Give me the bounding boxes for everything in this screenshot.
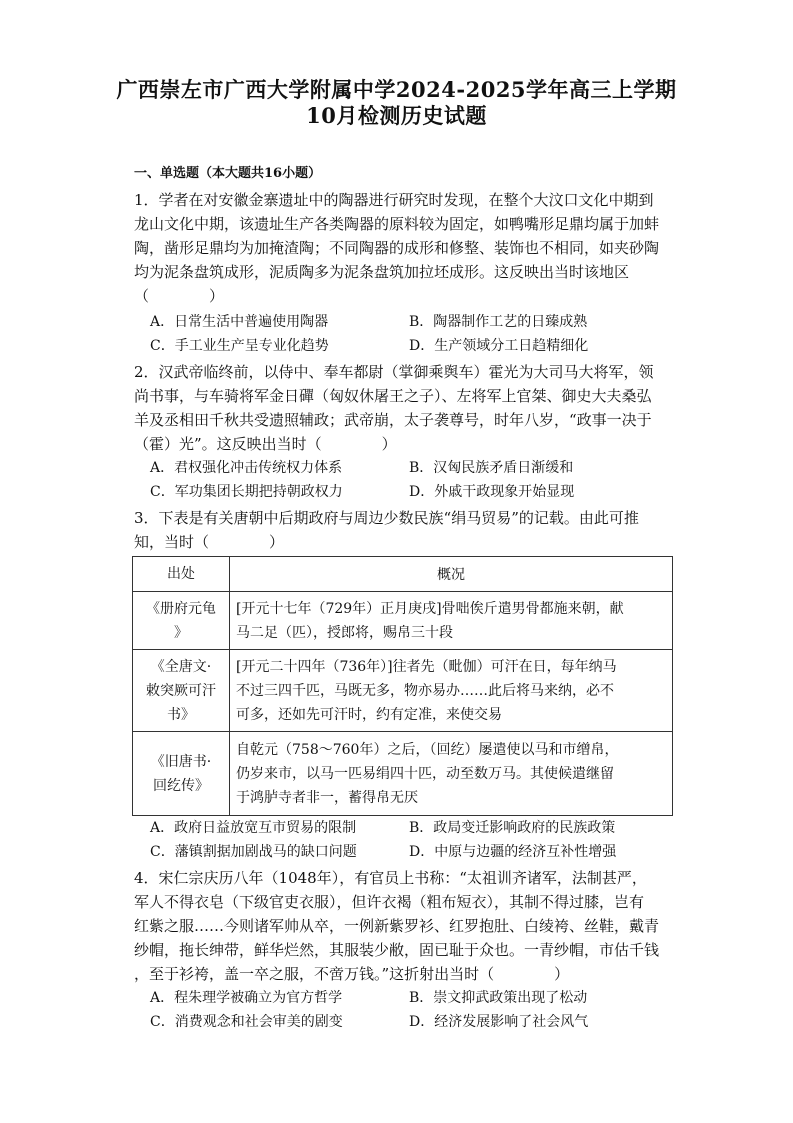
content-text: 自乾元（758～760年）之后，（回纥）屡遣使以马和市缯帛， xyxy=(236,741,619,758)
content-text: 不过三四千匹，马既无多，物亦易办……此后将马来纳，必不 xyxy=(236,682,614,699)
content-text: 于鸿胪寺者非一，蓄得帛无厌 xyxy=(236,789,418,806)
option-a[interactable]: A．日常生活中普遍使用陶器 xyxy=(150,314,329,330)
content-text: 马二足（匹），授郎将，赐帛三十段 xyxy=(236,624,453,641)
option-c[interactable]: C．军功集团长期把持朝政权力 xyxy=(150,484,343,500)
option-d[interactable]: D．经济发展影响了社会风气 xyxy=(409,1014,589,1030)
content-cell xyxy=(230,650,673,732)
content-cell xyxy=(230,732,673,816)
question-text-line: 2．汉武帝临终前，以侍中、奉车都尉（掌御乘舆车）霍光为大司马大将军，领 xyxy=(134,363,654,381)
question-text-line: 纱帽，拖长绅带，鲜华烂然，其服装少敝，固已耻于众也。一青纱帽，市估千钱 xyxy=(134,941,660,959)
answer-blank: （ ） xyxy=(134,287,225,305)
question-text-line: 知，当时（ ） xyxy=(134,533,285,551)
table-row xyxy=(133,650,673,732)
question-text-line: 龙山文化中期，该遗址生产各类陶器的原料较为固定，如鸭嘴形足鼎均属于加蚌 xyxy=(134,215,660,233)
question-text-line: 红紫之服……今则诸军帅从卒，一例新紫罗衫、红罗抱肚、白绫袴、丝鞋，戴青 xyxy=(134,917,660,935)
source-text: 《全唐文· xyxy=(150,658,212,675)
option-a[interactable]: A．君权强化冲击传统权力体系 xyxy=(150,460,343,476)
source-text: 《册府元龟 xyxy=(146,600,216,617)
source-text: 《旧唐书· xyxy=(150,753,212,770)
source-cell xyxy=(133,732,230,816)
source-text: 回纥传》 xyxy=(153,777,209,794)
source-text: 书》 xyxy=(167,706,195,723)
option-b[interactable]: B．汉匈民族矛盾日渐缓和 xyxy=(409,460,574,476)
question-text-line: 军人不得衣皂（下级官吏衣服），但许衣褐（粗布短衣），其制不得过膝，岂有 xyxy=(134,893,645,911)
table-header-row xyxy=(133,557,673,592)
source-text: 》 xyxy=(174,624,188,641)
option-a[interactable]: A．程朱理学被确立为官方哲学 xyxy=(150,990,343,1006)
question-text-line: 1．学者在对安徽金寨遗址中的陶器进行研究时发现，在整个大汶口文化中期到 xyxy=(134,191,654,209)
question-text-line: 4．宋仁宗庆历八年（1048年），有官员上书称：“太祖训齐诸军，法制甚严， xyxy=(134,869,647,887)
trade-records-table xyxy=(132,556,673,816)
table-row xyxy=(133,592,673,650)
question-text-line: ，至于衫袴，盖一卒之服，不啻万钱。”这折射出当时（ ） xyxy=(134,965,570,983)
option-a[interactable]: A．政府日益放宽互市贸易的限制 xyxy=(150,820,357,836)
content-text: 可多，还如先可汗时，约有定准，来使交易 xyxy=(236,706,502,723)
source-cell xyxy=(133,650,230,732)
content-cell xyxy=(230,592,673,650)
section-heading: 一、单选题（本大题共16小题） xyxy=(134,166,322,181)
question-text-line: 陶，凿形足鼎均为加掩渣陶；不同陶器的成形和修整、装饰也不相同，如夹砂陶 xyxy=(134,239,660,257)
question-text-line: 羊及丞相田千秋共受遗照辅政；武帝崩，太子袭尊号，时年八岁，“政事一决于 xyxy=(134,411,652,429)
question-text-line: （霍）光”。这反映出当时（ ） xyxy=(134,435,397,453)
option-d[interactable]: D．生产领域分工日趋精细化 xyxy=(409,338,589,354)
table-header-source: 出处 xyxy=(133,557,230,592)
source-text: 敕突厥可汗 xyxy=(146,682,216,699)
option-d[interactable]: D．中原与边疆的经济互补性增强 xyxy=(409,844,617,860)
option-b[interactable]: B．崇文抑武政策出现了松动 xyxy=(409,990,588,1006)
question-text-line: 尚书事，与车骑将军金日磾（匈奴休屠王之子）、左将军上官桀、御史大夫桑弘 xyxy=(134,387,652,405)
question-text-line: 3．下表是有关唐朝中后期政府与周边少数民族“绢马贸易”的记载。由此可推 xyxy=(134,509,639,527)
question-text-line: 均为泥条盘筑成形，泥质陶多为泥条盘筑加拉坯成形。这反映出当时该地区 xyxy=(134,263,630,281)
source-cell xyxy=(133,592,230,650)
content-text: [开元十七年（729年）正月庚戌]骨咄俟斤遣男骨都施来朝，献 xyxy=(236,600,624,617)
option-c[interactable]: C．消费观念和社会审美的剧变 xyxy=(150,1014,343,1030)
page-subtitle: 10月检测历史试题 xyxy=(306,103,487,128)
option-d[interactable]: D．外戚干政现象开始显现 xyxy=(409,484,575,500)
table-row xyxy=(133,732,673,816)
option-c[interactable]: C．藩镇割据加剧战马的缺口问题 xyxy=(150,844,357,860)
content-text: 仍岁来市，以马一匹易绢四十匹，动至数万马。其使候遣继留 xyxy=(236,765,614,782)
page-title: 广西崇左市广西大学附属中学2024-2025学年高三上学期 xyxy=(116,77,677,102)
table-header-content: 概况 xyxy=(230,557,673,592)
option-c[interactable]: C．手工业生产呈专业化趋势 xyxy=(150,338,329,354)
content-text: [开元二十四年（736年）]往者先（毗伽）可汗在日，每年纳马 xyxy=(236,658,617,675)
option-b[interactable]: B．陶器制作工艺的日臻成熟 xyxy=(409,314,588,330)
option-b[interactable]: B．政局变迁影响政府的民族政策 xyxy=(409,820,616,836)
